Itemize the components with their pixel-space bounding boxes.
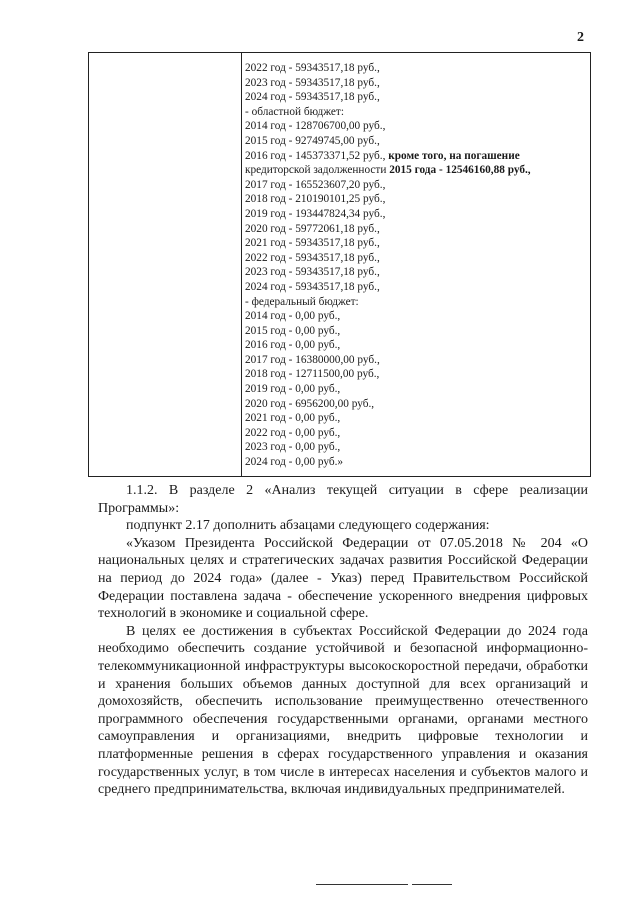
budget-line-text: 2024 год - 59343517,18 руб., <box>245 280 380 293</box>
budget-line-text: 2023 год - 59343517,18 руб., <box>245 76 380 89</box>
budget-line <box>245 163 586 178</box>
budget-line-text: 2018 год - 12711500,00 руб., <box>245 368 380 381</box>
budget-line <box>245 295 586 310</box>
budget-line-text: 2018 год - 210190101,25 руб., <box>245 193 386 206</box>
budget-line-text: 2020 год - 6956200,00 руб., <box>245 397 375 410</box>
budget-line <box>245 251 586 266</box>
budget-line-text: 2016 год - 145373371,52 руб., <box>245 149 386 162</box>
budget-line-text: 2021 год - 0,00 руб., <box>245 412 341 425</box>
budget-line <box>245 338 586 353</box>
budget-table <box>88 52 591 477</box>
budget-line <box>245 440 586 455</box>
budget-line <box>245 90 586 105</box>
budget-line-text: кредиторской задолженности <box>245 164 390 177</box>
budget-line-text: 2015 год - 92749745,00 руб., <box>245 134 380 147</box>
budget-line-text: 2023 год - 0,00 руб., <box>245 441 341 454</box>
budget-line <box>245 105 586 120</box>
budget-line-text: 2022 год - 59343517,18 руб., <box>245 62 380 74</box>
budget-line <box>245 76 586 91</box>
budget-line-text: 2016 год - 0,00 руб., <box>245 339 341 352</box>
body-text <box>98 482 588 799</box>
budget-line <box>245 178 586 193</box>
budget-line <box>245 134 586 149</box>
budget-line-text: 2022 год - 59343517,18 руб., <box>245 251 380 264</box>
budget-line <box>245 222 586 237</box>
budget-line-text: - федеральный бюджет: <box>245 295 359 308</box>
budget-line-text: 2023 год - 59343517,18 руб., <box>245 266 380 279</box>
table-column-divider <box>241 53 242 476</box>
budget-line <box>245 309 586 324</box>
budget-line <box>245 207 586 222</box>
page-number: 2 <box>577 30 584 45</box>
bottom-rule-left <box>316 884 408 885</box>
budget-line-text: 2014 год - 0,00 руб., <box>245 310 341 323</box>
budget-line <box>245 61 586 76</box>
budget-line <box>245 382 586 397</box>
budget-line <box>245 324 586 339</box>
budget-line <box>245 119 586 134</box>
budget-line-text: - областной бюджет: <box>245 105 344 118</box>
body-paragraph: В целях ее достижения в субъектах Российской Федерации до 2024 года необходимо обеспечить создание устойчивой и безопасной информационно-телекоммуникационной инфраструктуры высокоскоростной передачи, обработки и хранения больших объемов данных доступной для всех организаций и домохозяйств, обеспечить использование преимущественно отечественного программного обеспечения государственными органами, органами местного самоуправления и организациями, внедрить цифровые технологии и платформенные решения в сферах государственного управления и оказания государственных услуг, в том числе в интересах населения и субъектов малого и среднего предпринимательства, включая индивидуальных предпринимателей. <box>98 623 588 798</box>
body-paragraph: «Указом Президента Российской Федерации от 07.05.2018 № 204 «О национальных целях и стратегических задачах развития Российской Федерации на период до 2024 года» (далее - Указ) перед Правительством Российской Федерации поставлена задача - обеспечение ускоренного внедрения цифровых технологий в экономике и социальной сфере. <box>98 535 588 622</box>
budget-line-text: 2015 год - 0,00 руб., <box>245 324 341 337</box>
budget-line <box>245 426 586 441</box>
budget-line <box>245 236 586 251</box>
budget-line <box>245 265 586 280</box>
body-paragraph: подпункт 2.17 дополнить абзацами следующего содержания: <box>126 518 490 534</box>
budget-line-text: 2014 год - 128706700,00 руб., <box>245 120 386 133</box>
budget-line-text: 2017 год - 165523607,20 руб., <box>245 178 386 191</box>
bottom-rule-right <box>412 884 452 885</box>
budget-line-text: 2024 год - 0,00 руб.» <box>245 456 344 469</box>
budget-line <box>245 367 586 382</box>
budget-lines <box>245 61 586 470</box>
budget-line <box>245 280 586 295</box>
budget-line-text: 2019 год - 0,00 руб., <box>245 383 341 396</box>
budget-line <box>245 455 586 470</box>
budget-line-text: 2017 год - 16380000,00 руб., <box>245 353 380 366</box>
budget-line <box>245 149 586 164</box>
budget-line <box>245 411 586 426</box>
budget-line <box>245 397 586 412</box>
budget-line <box>245 192 586 207</box>
budget-line-text: 2022 год - 0,00 руб., <box>245 426 341 439</box>
budget-line-text: 2021 год - 59343517,18 руб., <box>245 237 380 250</box>
budget-line <box>245 353 586 368</box>
budget-line-text: 2024 год - 59343517,18 руб., <box>245 91 380 104</box>
body-paragraph: 1.1.2. В разделе 2 «Анализ текущей ситуации в сфере реализации Программы»: <box>98 483 588 516</box>
budget-line-bold-text: 2015 года - 12546160,88 руб., <box>389 164 531 177</box>
budget-line-text: 2019 год - 193447824,34 руб., <box>245 207 386 220</box>
budget-line-text: 2020 год - 59772061,18 руб., <box>245 222 380 235</box>
budget-line-bold-text: кроме того, на погашение <box>385 149 520 162</box>
